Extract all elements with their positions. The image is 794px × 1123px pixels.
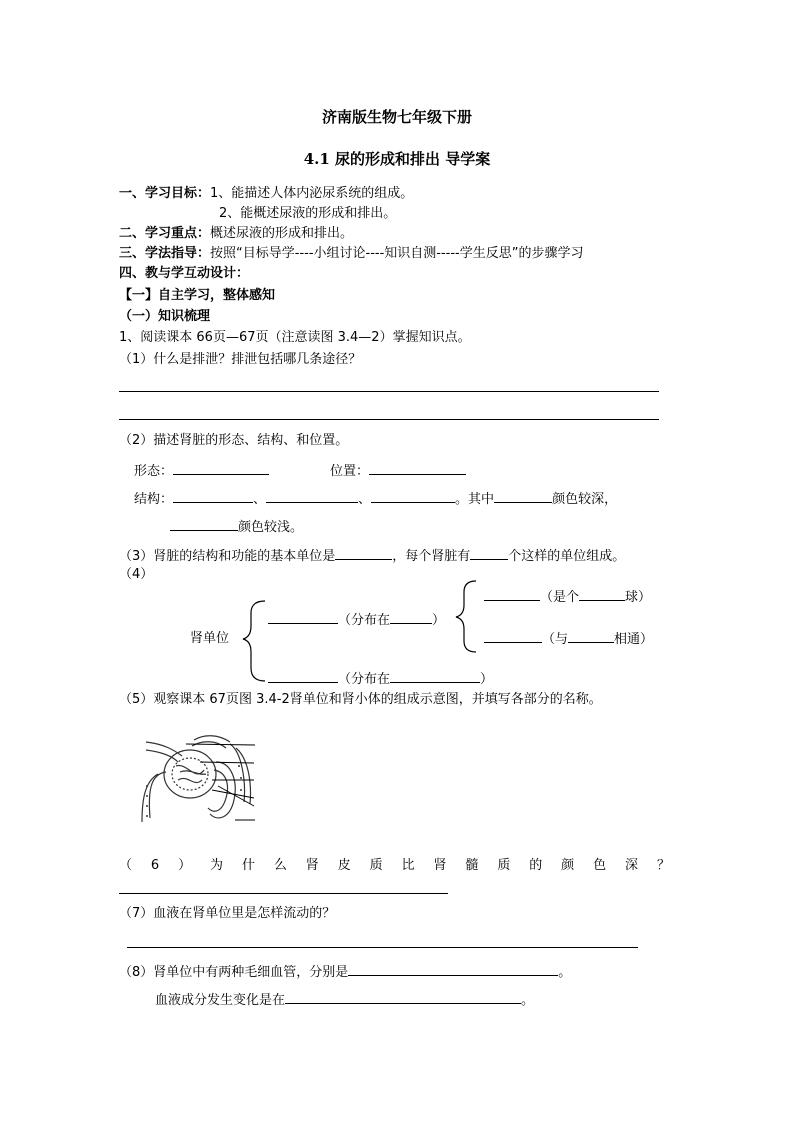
q6-char: 6 [150,858,160,873]
dist-open: （分布在 [338,613,391,628]
leader-line [186,744,255,745]
q6-char: 髓 [465,858,479,873]
dist-close: ） [432,613,446,628]
q6-char: 颜 [561,858,575,873]
q6-char: 的 [529,858,543,873]
q6-char: 比 [401,858,415,873]
question-5: （5）观察课本 67页图 3.4-2肾单位和肾小体的组成示意图，并填写各部分的名称。 [119,692,602,707]
q6-char: ？ [656,858,670,873]
goal-1: 1、能描述人体内泌尿系统的组成。 [210,186,414,201]
q6-char: 什 [241,858,255,873]
period: 。 [521,993,535,1008]
question-2: （2）描述肾脏的形态、结构、和位置。 [119,433,349,448]
structure-end: 。其中 [455,492,495,507]
reading-instruction: 1、阅读课本 66页—67页（注意读图 3.4—2）掌握知识点。 [119,330,471,345]
yu-text: （与 [542,632,569,647]
q6-char: 肾 [305,858,319,873]
qiu-text: 球） [625,590,652,605]
shi-text: （是个 [540,590,580,605]
q6-char: 肾 [433,858,447,873]
question-1: （1）什么是排泄？排泄包括哪几条途径？ [119,352,362,367]
method-text: 按照“目标导学----小组讨论----知识自测-----学生反思”的步骤学习 [210,246,584,261]
part1-heading: 【一】自主学习，整体感知 [119,288,276,303]
separator: 、 [358,492,372,507]
shape-label: 形态： [134,464,174,479]
question-8b-text: 血液成分发生变化是在 [155,993,286,1008]
deep-color-text: 颜色较深， [552,492,618,507]
goal-2: 2、能概述尿液的形成和排出。 [219,206,397,221]
goals-label: 一、学习目标： [119,186,211,201]
xiangtong-text: 相通） [614,632,654,647]
q6-char: 么 [273,858,287,873]
dist-close: ） [480,672,494,687]
q6-char: 色 [593,858,607,873]
separator: 、 [253,492,267,507]
q6-char: （ [119,858,133,873]
question-3-text-c: 个这样的单位组成。 [508,549,626,564]
q6-char: 为 [210,858,224,873]
leader-line [218,786,254,806]
capillary-types-blank[interactable] [348,962,558,976]
q6-char: ） [178,858,192,873]
change-location-blank[interactable] [285,990,521,1004]
design-label: 四、教与学互动设计： [119,266,250,281]
structure-label: 结构： [134,492,174,507]
nephron-label: 肾单位 [190,631,230,646]
question-8-text: （8）肾单位中有两种毛细血管，分别是 [119,965,349,980]
leader-line [212,790,254,798]
position-label: 位置： [330,464,370,479]
question-4: （4） [119,567,154,582]
key-text: 概述尿液的形成和排出。 [210,226,354,241]
page-subtitle: 4.1 尿的形成和排出 导学案 [303,150,491,168]
question-8 [119,962,571,981]
key-label: 二、学习重点： [119,226,211,241]
light-color-text: 颜色较浅。 [238,520,304,535]
page-title: 济南版生物七年级下册 [321,108,472,126]
method-label: 三、学法指导： [119,246,211,261]
question-8-part-b [155,990,534,1009]
q6-char: 质 [369,858,383,873]
leader-line [200,762,254,763]
dist-open: （分布在 [338,672,391,687]
q6-char: 深 [625,858,639,873]
answer-line[interactable] [119,893,448,894]
q6-char: 质 [497,858,511,873]
sub1-heading: （一）知识梳理 [119,309,211,324]
question-6 [119,858,670,874]
q6-char: 皮 [337,858,351,873]
answer-line[interactable] [127,947,638,948]
question-3-text-a: （3）肾脏的结构和功能的基本单位是 [119,549,336,564]
question-7: （7）血液在肾单位里是怎样流动的？ [119,906,336,921]
period: 。 [558,965,572,980]
question-3-text-b: ，每个肾脏有 [392,549,471,564]
